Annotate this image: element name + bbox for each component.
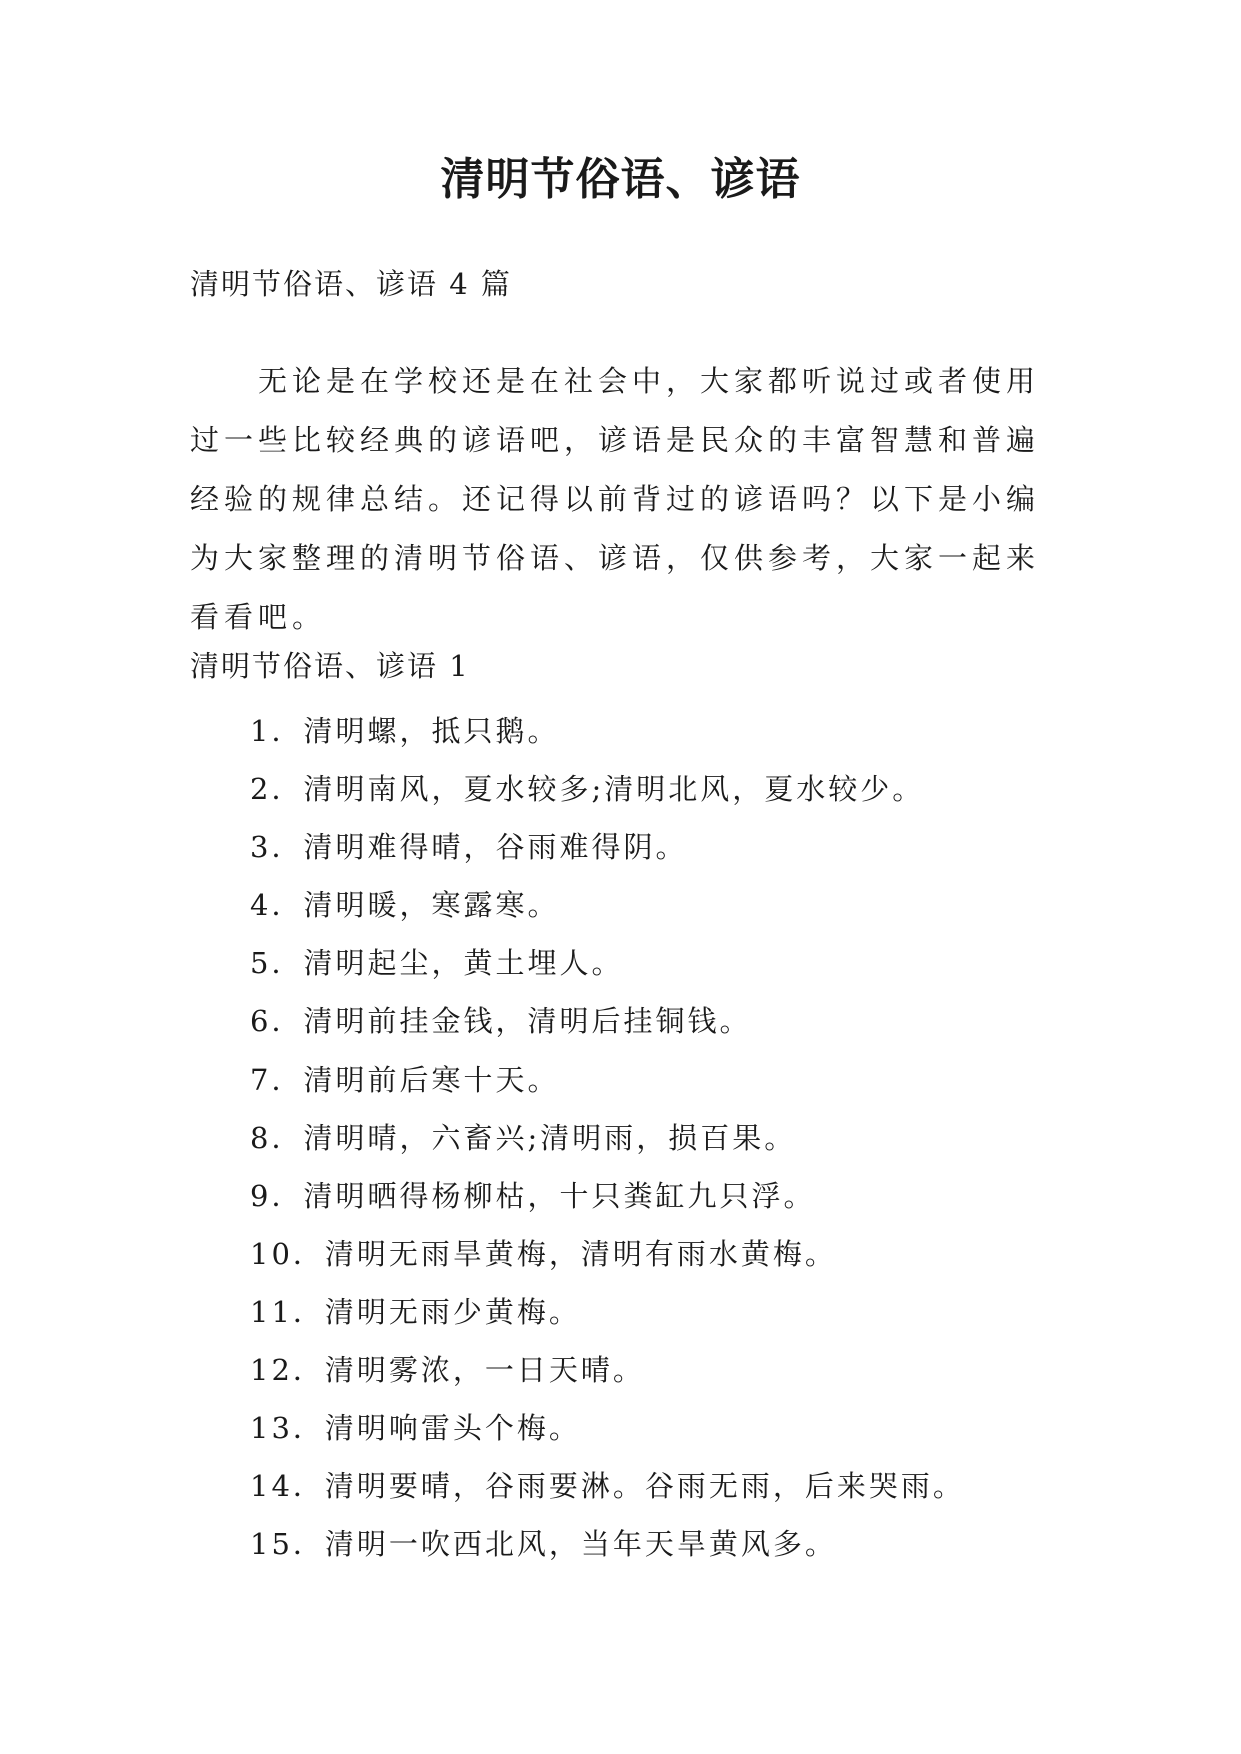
list-item: 10．清明无雨旱黄梅，清明有雨水黄梅。	[250, 1236, 837, 1271]
intro-paragraph-block	[190, 352, 1070, 647]
section-heading: 清明节俗语、谚语 1	[190, 649, 470, 683]
list-item: 8．清明晴，六畜兴;清明雨，损百果。	[250, 1120, 797, 1155]
list-item: 2．清明南风，夏水较多;清明北风，夏水较少。	[250, 772, 925, 807]
list-item: 15．清明一吹西北风，当年天旱黄风多。	[250, 1527, 837, 1562]
document-subtitle: 清明节俗语、谚语 4 篇	[190, 267, 512, 301]
list-item: 5．清明起尘，黄土埋人。	[250, 946, 624, 981]
proverb-list	[250, 702, 965, 1573]
list-item: 14．清明要晴，谷雨要淋。谷雨无雨，后来哭雨。	[250, 1469, 965, 1504]
list-item: 3．清明难得晴，谷雨难得阴。	[250, 830, 688, 865]
list-item: 9．清明晒得杨柳枯，十只粪缸九只浮。	[250, 1178, 816, 1213]
list-item: 11．清明无雨少黄梅。	[250, 1294, 581, 1329]
list-item: 7．清明前后寒十天。	[250, 1062, 560, 1097]
list-item: 12．清明雾浓，一日天晴。	[250, 1353, 645, 1388]
intro-paragraph: 无论是在学校还是在社会中，大家都听说过或者使用过一些比较经典的谚语吧，谚语是民众的丰富智慧和普遍经验的规律总结。还记得以前背过的谚语吗？以下是小编为大家整理的清明节俗语、谚语，仅供参考，大家一起来看看吧。	[190, 364, 1041, 634]
list-item: 6．清明前挂金钱，清明后挂铜钱。	[250, 1004, 752, 1039]
list-item: 13．清明响雷头个梅。	[250, 1411, 581, 1446]
list-item: 4．清明暖，寒露寒。	[250, 888, 560, 923]
list-item: 1．清明螺，抵只鹅。	[250, 714, 560, 748]
document-title: 清明节俗语、谚语	[440, 154, 801, 205]
